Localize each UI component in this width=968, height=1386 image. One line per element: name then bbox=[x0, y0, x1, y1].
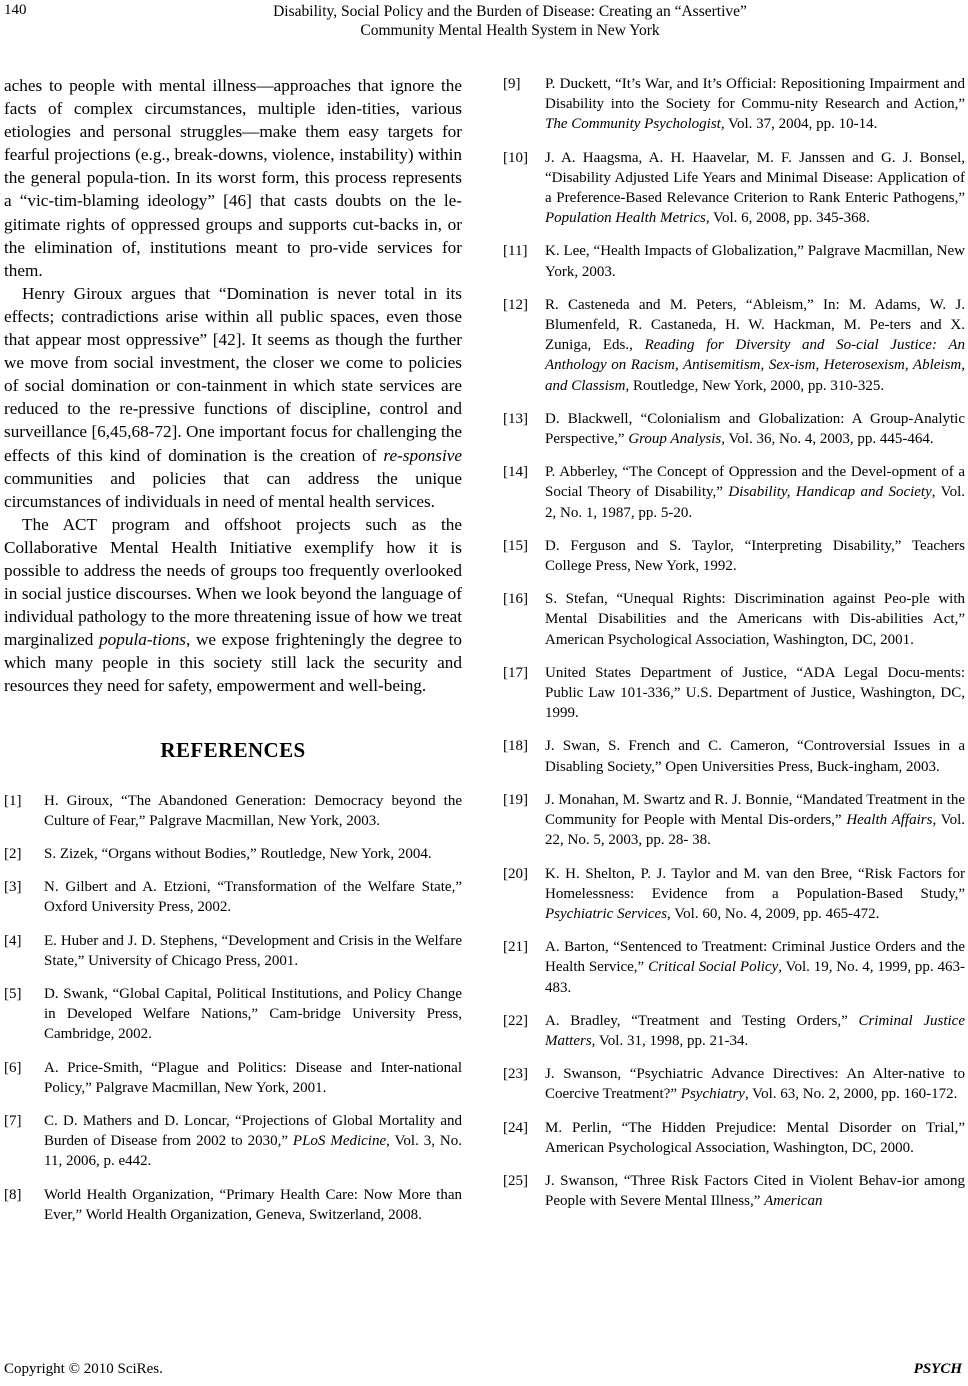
reference-number: [1] bbox=[4, 792, 22, 809]
reference-item bbox=[503, 736, 965, 776]
reference-number: [5] bbox=[4, 985, 22, 1002]
reference-number: [17] bbox=[503, 664, 528, 681]
body-text bbox=[4, 74, 462, 698]
reference-text: J. Swan, S. French and C. Cameron, “Controversial Issues in a Disabling Society,” Open Universities Press, Buck-ingham, 2003. bbox=[545, 738, 965, 775]
reference-text-part-a: J. Swanson, “Psychiatric Advance Directives: An Alter-native to Coercive Treatment?” bbox=[545, 1066, 965, 1103]
reference-item bbox=[4, 877, 462, 917]
reference-number: [7] bbox=[4, 1112, 22, 1129]
reference-item bbox=[4, 844, 462, 864]
reference-item bbox=[503, 1011, 965, 1051]
reference-text-part-a: J. Monahan, M. Swartz and R. J. Bonnie, “Mandated Treatment in the Community for People with Mental Dis-orders,” bbox=[545, 791, 965, 829]
reference-text-part-a: J. A. Haagsma, A. H. Haavelar, M. F. Janssen and G. J. Bonsel, “Disability Adjusted Life Years and Minimal Disease: Application of a Preference-Based Relevance Criterion to Rank Enteric Pathogens,” bbox=[545, 149, 965, 207]
reference-item bbox=[4, 1058, 462, 1098]
footer-journal: PSYCH bbox=[913, 1361, 962, 1377]
reference-number: [11] bbox=[503, 243, 528, 260]
reference-source-title: Disability, Handicap and Society bbox=[728, 484, 932, 501]
reference-number: [14] bbox=[503, 464, 528, 481]
paragraph-2-part-b: communities and policies that can address the unique circumstances of individuals in need of mental health services. bbox=[4, 468, 462, 511]
reference-source-title: Reading for Diversity and So-cial Justice: An Anthology on Racism, Antisemitism, Sex-ism, Heterosexism, Ableism, and Classism bbox=[545, 337, 965, 394]
reference-text bbox=[545, 937, 965, 998]
reference-item bbox=[503, 241, 965, 281]
reference-text bbox=[545, 864, 965, 925]
paragraph-2-part-a: Henry Giroux argues that “Domination is never total in its effects; contradictions arise within all public spaces, even those that appear most oppressive” [42]. It seems as though the further we move from social investment, the closer we come to policies of social domination or con-tainment in which state services are reduced to the re-pressive functions of discipline, control and surveillance [6,45,68-72]. One important focus for challenging the effects of this kind of domination is the creation of bbox=[4, 283, 462, 465]
paragraph-1: aches to people with mental illness—approaches that ignore the facts of complex circumstances, multiple iden-tities, various etiologies and personal struggles—make them easy targets for fearful projections (e.g., break-downs, violence, instability) within the general popula-tion. In its worst form, this process represents a “vic-tim-blaming ideology” [46] that casts doubts on the le-gitimate rights of oppressed groups and supports cut-backs in, or the elimination of, institutions meant to pro-vide services for them. bbox=[4, 76, 462, 280]
reference-source-title: Critical Social Policy bbox=[648, 959, 779, 976]
reference-source-title: American bbox=[764, 1193, 823, 1210]
reference-list-left bbox=[4, 791, 462, 1225]
reference-text-part-a: A. Bradley, “Treatment and Testing Orders,” bbox=[545, 1012, 859, 1029]
footer-copyright: Copyright © 2010 SciRes. bbox=[4, 1361, 163, 1377]
reference-number: [3] bbox=[4, 879, 22, 896]
reference-source-title: Group Analysis bbox=[628, 431, 722, 448]
reference-text-part-b: , Vol. 36, No. 4, 2003, pp. 445-464. bbox=[721, 431, 934, 448]
reference-number: [24] bbox=[503, 1119, 528, 1136]
reference-item bbox=[503, 1064, 965, 1104]
paragraph-3-emphasis: popula-tions bbox=[99, 630, 186, 650]
paragraph-2 bbox=[4, 282, 462, 513]
reference-text bbox=[545, 1011, 965, 1051]
reference-number: [20] bbox=[503, 865, 528, 882]
reference-number: [23] bbox=[503, 1066, 528, 1083]
running-header-line1: Disability, Social Policy and the Burden of Disease: Creating an “Assertive” bbox=[273, 3, 747, 20]
reference-number: [19] bbox=[503, 791, 528, 808]
reference-number: [9] bbox=[503, 76, 521, 92]
reference-source-title: The Community Psychologist bbox=[545, 116, 721, 133]
page-number: 140 bbox=[4, 2, 27, 18]
reference-text-part-b: , Vol. 37, 2004, pp. 10-14. bbox=[720, 116, 878, 133]
reference-number: [16] bbox=[503, 591, 528, 608]
reference-text: S. Stefan, “Unequal Rights: Discrimination against Peo-ple with Mental Disabilities and the Americans with Dis-abilities Act,” American Psychological Association, Washington, DC, 2001. bbox=[545, 591, 965, 648]
reference-text-part-a: A. Barton, “Sentenced to Treatment: Criminal Justice Orders and the Health Service,” bbox=[545, 939, 965, 976]
reference-item bbox=[503, 790, 965, 851]
reference-item bbox=[503, 148, 965, 229]
reference-text bbox=[545, 1064, 965, 1104]
reference-item bbox=[4, 791, 462, 831]
reference-number: [10] bbox=[503, 149, 528, 166]
reference-text-part-a: R. Casteneda and M. Peters, “Ableism,” In: M. Adams, W. J. Blumenfeld, R. Castaneda, H. W. Hackman, M. Pe-ters and X. Zuniga, Eds., bbox=[545, 296, 965, 354]
reference-text: D. Swank, “Global Capital, Political Institutions, and Policy Change in Developed Welfare Nations,” Cam-bridge University Press, Cambridge, 2002. bbox=[44, 985, 462, 1043]
reference-item bbox=[503, 74, 965, 135]
reference-source-title: Criminal Justice Matters bbox=[545, 1012, 965, 1049]
reference-text bbox=[545, 74, 965, 135]
reference-text bbox=[545, 790, 965, 851]
reference-text-part-b: , Vol. 6, 2008, pp. 345-368. bbox=[705, 210, 870, 227]
reference-text: N. Gilbert and A. Etzioni, “Transformation of the Welfare State,” Oxford University Press, 2002. bbox=[44, 879, 462, 916]
reference-text: A. Price-Smith, “Plague and Politics: Disease and Inter-national Policy,” Palgrave Macmillan, New York, 2001. bbox=[44, 1059, 462, 1096]
reference-item bbox=[4, 984, 462, 1045]
reference-number: [12] bbox=[503, 296, 528, 313]
reference-source-title: Psychiatry bbox=[680, 1086, 745, 1103]
reference-text: S. Zizek, “Organs without Bodies,” Routledge, New York, 2004. bbox=[44, 845, 432, 862]
reference-number: [22] bbox=[503, 1012, 528, 1029]
reference-text-part-a: C. D. Mathers and D. Loncar, “Projections of Global Mortality and Burden of Disease from 2002 to 2030,” bbox=[44, 1112, 462, 1150]
reference-source-title: Population Health Metrics bbox=[545, 210, 706, 227]
reference-item bbox=[503, 536, 965, 576]
reference-text: United States Department of Justice, “ADA Legal Docu-ments: Public Law 101-336,” U.S. Department of Justice, Washington, DC, 1999. bbox=[545, 664, 965, 722]
reference-item bbox=[4, 931, 462, 971]
paragraph-3 bbox=[4, 513, 462, 698]
reference-item bbox=[503, 663, 965, 724]
reference-text bbox=[545, 1171, 965, 1211]
reference-number: [25] bbox=[503, 1172, 528, 1189]
running-header-line2: Community Mental Health System in New York bbox=[360, 22, 660, 39]
reference-text-part-b: , Vol. 19, No. 4, 1999, pp. 463-483. bbox=[545, 959, 966, 996]
reference-text: M. Perlin, “The Hidden Prejudice: Mental Disorder on Trial,” American Psychological Association, Washington, DC, 2000. bbox=[545, 1119, 965, 1156]
reference-number: [18] bbox=[503, 738, 528, 755]
reference-text: K. Lee, “Health Impacts of Globalization,” Palgrave Macmillan, New York, 2003. bbox=[545, 243, 965, 280]
reference-text-part-b: , Vol. 22, No. 5, 2003, pp. 28- 38. bbox=[545, 812, 965, 849]
reference-number: [15] bbox=[503, 537, 528, 554]
reference-source-title: Psychiatric Services bbox=[545, 905, 668, 922]
reference-item bbox=[503, 864, 965, 925]
reference-item bbox=[503, 1171, 965, 1211]
reference-number: [6] bbox=[4, 1059, 22, 1076]
reference-item bbox=[4, 1111, 462, 1172]
reference-text-part-a: D. Blackwell, “Colonialism and Globalization: A Group-Analytic Perspective,” bbox=[545, 410, 965, 448]
reference-text bbox=[545, 148, 965, 229]
reference-text-part-a: J. Swanson, “Three Risk Factors Cited in Violent Behav-ior among People with Severe Mental Illness,” bbox=[545, 1172, 965, 1210]
reference-source-title: Health Affairs bbox=[846, 812, 933, 829]
paragraph-2-emphasis: re-sponsive bbox=[383, 445, 462, 465]
reference-number: [4] bbox=[4, 932, 22, 949]
reference-text bbox=[44, 1111, 462, 1172]
reference-text: World Health Organization, “Primary Health Care: Now More than Ever,” World Health Organization, Geneva, Switzerland, 2008. bbox=[44, 1186, 462, 1223]
running-header bbox=[180, 2, 840, 40]
reference-text-part-b: , Vol. 63, No. 2, 2000, pp. 160-172. bbox=[744, 1086, 958, 1103]
reference-text bbox=[545, 295, 965, 396]
reference-text-part-b: , Vol. 60, No. 4, 2009, pp. 465-472. bbox=[667, 905, 880, 922]
reference-source-title: PLoS Medicine bbox=[292, 1133, 387, 1150]
reference-item bbox=[503, 937, 965, 998]
reference-text-part-b: , Routledge, New York, 2000, pp. 310-325. bbox=[625, 377, 885, 394]
reference-text-part-a: K. H. Shelton, P. J. Taylor and M. van den Bree, “Risk Factors for Homelessness: Evidence from a Population-Based Study,” bbox=[545, 865, 965, 902]
reference-text-part-a: P. Duckett, “It’s War, and It’s Official: Repositioning Impairment and Disability into the Society for Commu-nity Research and Action,” bbox=[545, 76, 965, 113]
right-column bbox=[503, 74, 965, 1224]
reference-number: [13] bbox=[503, 410, 528, 427]
reference-item bbox=[503, 409, 965, 449]
reference-text: E. Huber and J. D. Stephens, “Development and Crisis in the Welfare State,” University of Chicago Press, 2001. bbox=[44, 932, 462, 969]
reference-text-part-a: P. Abberley, “The Concept of Oppression and the Devel-opment of a Social Theory of Disability,” bbox=[545, 464, 965, 501]
reference-number: [8] bbox=[4, 1186, 22, 1203]
paragraph-3-part-b: , we expose frighteningly the degree to which many people in this society still lack the security and resources they need for safety, empowerment and well-being. bbox=[4, 630, 462, 696]
reference-item bbox=[503, 295, 965, 396]
reference-text: D. Ferguson and S. Taylor, “Interpreting Disability,” Teachers College Press, New York, 1992. bbox=[545, 537, 965, 575]
reference-item bbox=[503, 462, 965, 523]
reference-text-part-b: , Vol. 3, No. 11, 2006, p. e442. bbox=[44, 1133, 462, 1170]
reference-number: [2] bbox=[4, 845, 22, 862]
reference-item bbox=[503, 1118, 965, 1158]
reference-item bbox=[503, 589, 965, 650]
reference-number: [21] bbox=[503, 939, 528, 956]
reference-item bbox=[4, 1185, 462, 1225]
reference-text-part-b: , Vol. 2, No. 1, 1987, pp. 5-20. bbox=[545, 484, 965, 521]
reference-text: H. Giroux, “The Abandoned Generation: Democracy beyond the Culture of Fear,” Palgrave Macmillan, New York, 2003. bbox=[44, 792, 462, 829]
reference-text bbox=[545, 462, 965, 523]
reference-text-part-b: , Vol. 31, 1998, pp. 21-34. bbox=[591, 1032, 749, 1049]
left-column bbox=[4, 74, 462, 1238]
references-heading: REFERENCES bbox=[160, 737, 306, 762]
paragraph-3-part-a: The ACT program and offshoot projects such as the Collaborative Mental Health Initiative exemplify how it is possible to address the needs of groups too frequently overlooked in social justice discourses. When we look beyond the language of individual pathology to the more threatening issue of how we treat marginalized bbox=[4, 514, 462, 650]
reference-text bbox=[545, 409, 965, 449]
reference-list-right bbox=[503, 74, 965, 1211]
